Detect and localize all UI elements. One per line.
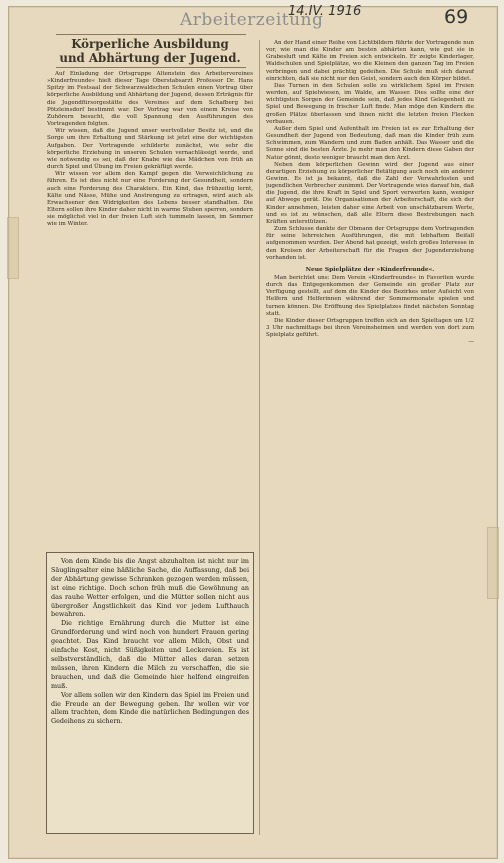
column-divider bbox=[259, 40, 260, 835]
paragraph: Wir wissen, daß die Jugend unser wertvollster Besitz ist, und die Sorge um ihre Erhaltung und Stärkung ist jetzt eine der wichtigsten Aufgaben. Der Vortragende schilderte zunächst, wie sehr die körperliche Erziehung in unseren Schulen vernachlässigt werde, und wie notwendig es sei, daß der Knabe wie das Mädchen von früh an durch Spiel und Übung im Freien gekräftigt werde. bbox=[47, 128, 253, 171]
paragraph: Man berichtet uns: Dem Verein »Kinderfreunde« in Favoriten wurde durch das Entgegenkommen der Gemeinde ein großer Platz zur Verfügung gestellt, auf dem die Kinder des Bezirkes unter Aufsicht von Helfern und Helferinnen während der Sommermonate spielen und turnen können. Die Eröffnung des Spielplatzes findet nächsten Sonntag statt. bbox=[266, 275, 474, 317]
title-rule-top bbox=[56, 34, 246, 35]
paste-mark bbox=[7, 217, 19, 279]
paragraph: Die richtige Ernährung durch die Mutter ist eine Grundforderung und wird noch von hundert Frauen gering geachtet. Das Kind braucht vor allem Milch, Obst und einfache Kost, nicht Süßigkeiten und Leckereien. Es ist selbstverständlich, daß die Mütter alles daran setzen müssen, ihren Kindern die Milch zu verschaffen, die sie brauchen, und daß die Gemeinde hier helfend eingreifen muß. bbox=[51, 619, 249, 690]
paragraph: Außer dem Spiel und Aufenthalt im Freien ist es zur Erhaltung der Gesundheit der Jugend von Bedeutung, daß man die Kinder früh zum Schwimmen, zum Wandern und zum Baden anhält. Das Wasser und die Sonne sind die besten Ärzte. Je mehr man den Kindern diese Gaben der Natur gönnt, desto weniger braucht man den Arzt. bbox=[266, 125, 474, 161]
paste-mark bbox=[487, 527, 499, 599]
paragraph: Von dem Kinde bis die Angst abzuhalten ist nicht nur im Säuglingsalter eine häßliche Sache, die Auffassung, daß bei der Abhärtung gewisse Schranken gezogen werden müssen, ist eine richtige. Doch schon früh muß die Gewöhnung an das rauhe Wetter erfolgen, und die Mütter sollen nicht aus übergroßer Ängstlichkeit das Kind vor jedem Lufthauch bewahren. bbox=[51, 557, 249, 619]
newspaper-stamp: Arbeiterzeitung bbox=[180, 10, 324, 30]
section-heading: Neue Spielplätze der »Kinderfreunde«. bbox=[305, 265, 435, 273]
paragraph: Wir wissen vor allem den Kampf gegen die Verweichlichung zu führen. Es ist dies nicht nur eine Forderung der Gesundheit, sondern auch eine Forderung des Charakters. Ein Kind, das frühzeitig lernt, Kälte und Nässe, Mühe und Anstrengung zu ertragen, wird auch als Erwachsener den Widrigkeiten des Lebens besser standhalten. Die Eltern sollen ihre Kinder daher nicht in warme Stuben sperren, sondern sie möglichst viel in der freien Luft sich tummeln lassen, im Sommer wie im Winter. bbox=[47, 171, 253, 228]
paragraph: Neben dem körperlichen Gewinn wird der Jugend aus einer derartigen Erziehung zu körperlicher Betätigung auch noch ein anderer Gewinn. Es ist ja bekannt, daß die Zahl der Verwahrlosten und jugendlichen Verbrecher zunimmt. Der Vortragende wies darauf hin, daß die Jugend, die ihre Kraft in Spiel und Sport verwerten kann, weniger auf Abwege gerät. Die Organisationen der Arbeiterschaft, die sich der Kinder annehmen, leisten daher eine Arbeit von unschätzbarem Werte, und es ist zu wünschen, daß alle Eltern diese Bestrebungen nach Kräften unterstützen. bbox=[266, 161, 474, 225]
article-column-right bbox=[266, 40, 474, 808]
paragraph: Zum Schlusse dankte der Obmann der Ortsgruppe dem Vortragenden für seine lehrreichen Ausführungen, die mit lebhaftem Beifall aufgenommen wurden. Der Abend hat gezeigt, welch großes Interesse in den Kreisen der Arbeiterschaft für die Fragen der Jugenderziehung vorhanden ist. bbox=[266, 226, 474, 261]
paragraph: An der Hand einer Reihe von Lichtbildern führte der Vortragende nun vor, wie man die Kinder am besten abhärten kann, wie gut sie in Grabesluft und Kälte im Freien sich entwickeln. Er zeigte Kinderlager, Waldschulen und Spielplätze, wo die Kleinen den ganzen Tag im Freien verbringen und dabei prächtig gedeihen. Die Schule muß sich darauf einrichten, daß sie nicht nur den Geist, sondern auch den Körper bildet. bbox=[266, 40, 474, 82]
sheet-number: 69 bbox=[444, 6, 469, 28]
paragraph: Die Kinder dieser Ortsgruppen treffen sich an den Spieltagen um 1/2 3 Uhr nachmittags bei ihren Vereinsheimen und werden von dort zum Spielplatz geführt. bbox=[266, 317, 474, 339]
article-title: Körperliche Ausbildung und Abhärtung der Jugend. bbox=[59, 37, 241, 65]
title-rule-bottom bbox=[56, 67, 246, 68]
paragraph: Vor allem sollen wir den Kindern das Spiel im Freien und die Freude an der Bewegung geben. Ihr wollen wir vor allem trachten, dem Kinde die natürlichen Bedingungen des Gedeihens zu sichern. bbox=[51, 690, 249, 726]
paragraph: Das Turnen in den Schulen solle zu wirklichem Spiel im Freien werden, auf Spielwiesen, im Walde, am Wasser. Dies sollte eine der wichtigsten Sorgen der Gemeinde sein, daß jedes Kind Gelegenheit zu Spiel und Bewegung in frischer Luft finde. Man möge den Kindern die großen Plätze überlassen und ihnen nicht die letzten freien Flecken verbauen. bbox=[266, 82, 474, 125]
boxed-note bbox=[46, 552, 254, 834]
article-signature: — bbox=[468, 339, 474, 346]
handwritten-date: 14.IV. 1916 bbox=[288, 4, 362, 19]
article-column-left bbox=[47, 71, 253, 547]
paragraph: Auf Einladung der Ortsgruppe Altenstein des Arbeitervereines »Kinderfreunde« hielt dieser Tage Oberstabsarzt Professor Dr. Hans Spitzy im Festsaal der Schwarzwaldschen Schulen einen Vortrag über körperliche Ausbildung und Abhärtung der Jugend, dessen Erträgnis für die Jugendfürsorgestätte des Vereines auf dem Schafberg bei Pötzleinsdorf bestimmt war. Der Vortrag war von einem Kreise von Zuhörern besucht, die voll Spannung den Ausführungen des Vortragenden folgten. bbox=[47, 71, 253, 128]
